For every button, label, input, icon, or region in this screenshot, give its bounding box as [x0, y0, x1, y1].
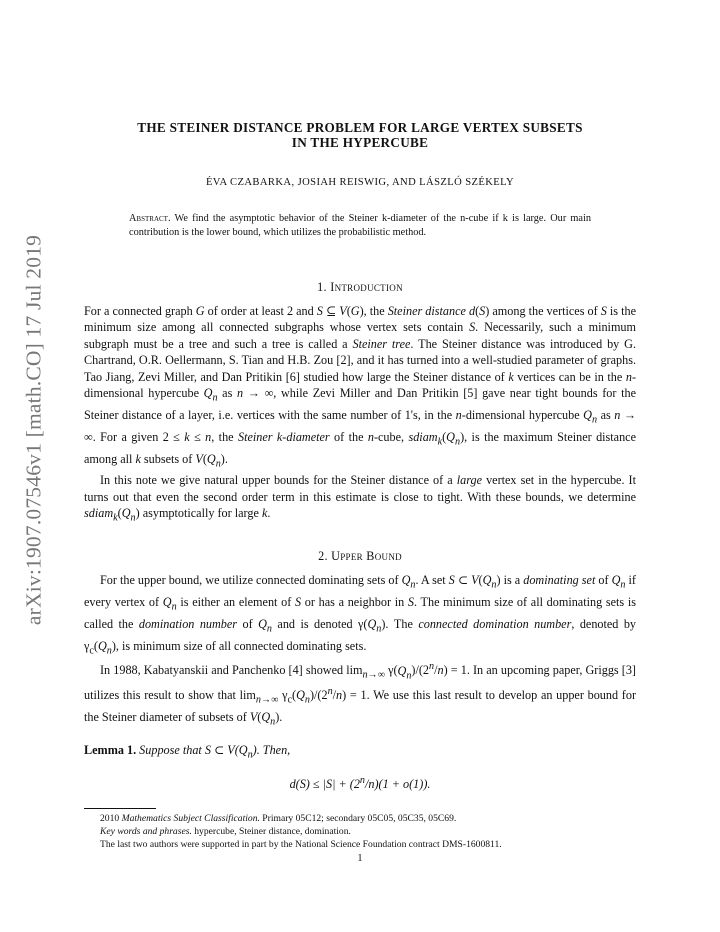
arxiv-identifier: arXiv:1907.07546v1 [math.CO] 17 Jul 2019	[21, 234, 46, 626]
section-heading-upper-bound: 2. Upper Bound	[318, 549, 402, 564]
page-number: 1	[357, 853, 363, 864]
upper-bound-paragraph-1: For the upper bound, we utilize connected dominating sets of $Q_n$. A set S ⊂ $V(Q_n)$ is a dominating set of $Q_n$ if every vertex of $Q_n$ is either an element of S or has a neighbor in S. The minimum size of all dominating sets is called the domination number of $Q_n$ and is denoted $\gamma(Q_n)$. The connected domination number, denoted by $\gamma_c(Q_n)$, is minimum size of all connected dominating sets.	[84, 573, 637, 657]
title-line-2: IN THE HYPERCUBE	[291, 135, 429, 150]
footnote-msc: 2010 Mathematics Subject Classification. Primary 05C12; secondary 05C05, 05C35, 05C69.	[100, 813, 457, 824]
section-heading-introduction: 1. Introduction	[317, 280, 403, 294]
lemma-statement: Suppose that S ⊂ $V(Q_n)$. Then,	[139, 743, 291, 761]
lemma-label: Lemma 1.	[84, 743, 137, 758]
arxiv-stamp	[14, 215, 54, 645]
paper-page	[84, 120, 636, 864]
footnote-funding: The last two authors were supported in part by the National Science Foundation contract DMS-1600811.	[100, 839, 502, 850]
abstract	[129, 212, 591, 240]
intro-paragraph-1: For a connected graph G of order at least 2 and S ⊆ V(G), the Steiner distance d(S) among the vertices of S is the minimum size among all connected subgraphs whose vertex sets contain S. Necessarily, such a minimum subgraph must be a tree and such a tree is called a Steiner tree. The Steiner distance was introduced by G. Chartrand, O.R. Oellermann, S. Tian and H.B. Zou [2], and it has turned into a well-studied parameter of graphs. Tao Jiang, Zevi Miller, and Dan Pritikin [6] studied how large the Steiner distance of k vertices can be in the n-dimensional hypercube $Q_n$ as n → ∞, while Zevi Miller and Dan Pritikin [5] gave near tight bounds for the Steiner distance of a layer, i.e. vertices with the same number of 1's, in the n-dimensional hypercube $Q_n$ as n → ∞. For a given 2 ≤ k ≤ n, the Steiner k-diameter of the n-cube, $sdiam_k(Q_n)$, is the maximum Steiner distance among all k subsets of $V(Q_n)$.	[84, 304, 637, 469]
title-line-1: THE STEINER DISTANCE PROBLEM FOR LARGE VERTEX SUBSETS	[137, 120, 583, 135]
footnote-rule	[84, 808, 156, 809]
paper-title	[84, 120, 636, 150]
lemma-1	[84, 742, 636, 764]
author-list: ÉVA CZABARKA, JOSIAH REISWIG, AND LÁSZLÓ SZÉKELY	[205, 177, 515, 188]
abstract-text: We find the asymptotic behavior of the Steiner k-diameter of the n-cube if k is large. Our main contribution is the lower bound, which utilizes the probabilistic method.	[129, 213, 591, 238]
footnote-keywords: Key words and phrases. hypercube, Steiner distance, domination.	[100, 826, 351, 837]
intro-paragraph-2: In this note we give natural upper bounds for the Steiner distance of a large vertex set in the hypercube. It turns out that even the second order term in this estimate is close to tight. With these bounds, we determine $sdiam_k(Q_n)$ asymptotically for large k.	[84, 473, 636, 524]
footnotes	[84, 812, 636, 851]
abstract-label: Abstract.	[129, 213, 171, 224]
upper-bound-paragraph-2: In 1988, Kabatyanskii and Panchenko [4] showed $\lim_{n\to\infty} \gamma(Q_n)/(2^n/n) = 1$. In an upcoming paper, Griggs [3] utilizes this result to show that $\lim_{n\to\infty} \gamma_c(Q_n)/(2^n/n) = 1$. We use this last result to develop an upper bound for the Steiner diameter of subsets of $V(Q_n)$.	[84, 661, 637, 728]
lemma-equation: $d(S) \le |S| + (2^n/n)(1 + o(1))$.	[289, 774, 431, 791]
